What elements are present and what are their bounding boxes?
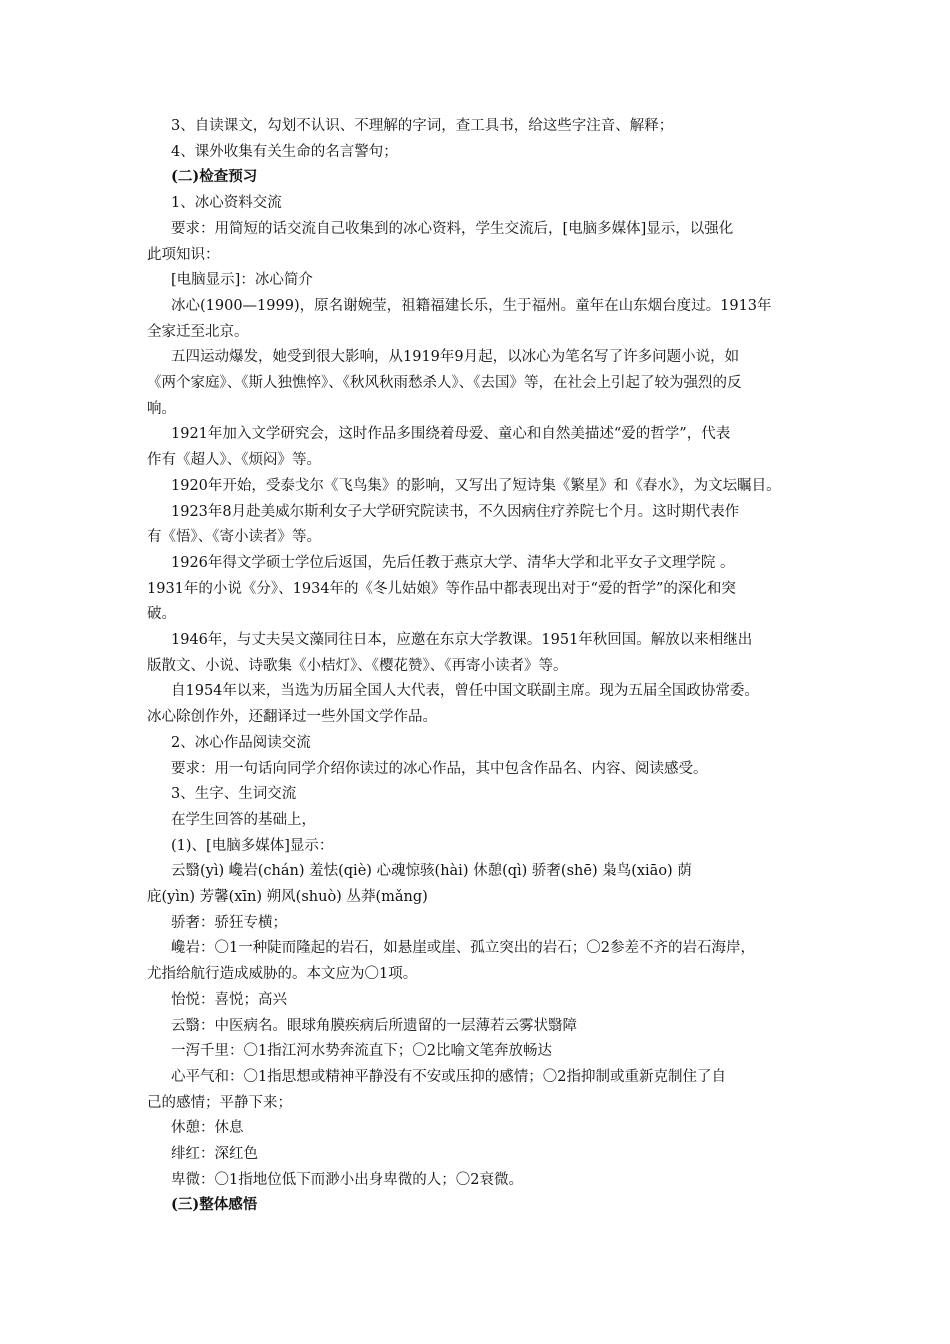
text-line: 庇(yìn) 芳馨(xīn) 朔风(shuò) 丛莽(mǎng) — [147, 889, 428, 905]
text-line: 自1954年以来，当选为历届全国人大代表，曾任中国文联副主席。现为五届全国政协常委。 — [171, 683, 759, 700]
text-line: 五四运动爆发，她受到很大影响，从1919年9月起，以冰心为笔名写了许多问题小说，如 — [171, 349, 740, 366]
text-line: 响。 — [147, 400, 176, 417]
text-line: 心平气和：〇1指思想或精神平静没有不安或压抑的感情；〇2指抑制或重新克制住了自 — [171, 1068, 726, 1085]
text-line: 1920年开始，受泰戈尔《飞鸟集》的影响，又写出了短诗集《繁星》和《春水》，为文坛瞩目。 — [171, 477, 781, 494]
section-heading: (二)检查预习 — [171, 168, 258, 186]
text-line: 云翳：中医病名。眼球角膜疾病后所遗留的一层薄若云雾状翳障 — [171, 1017, 577, 1034]
text-line: 3、自读课文，勾划不认识、不理解的字词，查工具书，给这些字注音、解释； — [171, 118, 674, 134]
text-line: 冰心除创作外，还翻译过一些外国文学作品。 — [147, 709, 437, 726]
text-line: 有《悟》、《寄小读者》等。 — [147, 529, 321, 546]
text-line: 巉岩：〇1一种陡而隆起的岩石，如悬崖或崖、孤立突出的岩石；〇2参差不齐的岩石海岸， — [171, 940, 755, 957]
text-line: 冰心(1900—1999)，原名谢婉莹，祖籍福建长乐，生于福州。童年在山东烟台度过。1913年 — [171, 297, 772, 314]
text-line: 2、冰心作品阅读交流 — [171, 734, 311, 751]
text-line: 骄奢：骄狂专横； — [171, 914, 287, 931]
text-line: 尤指给航行造成威胁的。本文应为〇1项。 — [147, 966, 418, 983]
text-line: 此项知识： — [147, 246, 220, 263]
text-line: 全家迁至北京。 — [147, 323, 249, 340]
text-line: 1946年，与丈夫吴文藻同往日本，应邀在东京大学教课。1951年秋回国。解放以来相继出 — [171, 632, 753, 648]
text-line: 云翳(yì) 巉岩(chán) 羞怯(qiè) 心魂惊骇(hài) 休憩(qì) 骄奢(shē) 枭鸟(xiāo) 荫 — [171, 863, 692, 880]
text-line: 绯红：深红色 — [171, 1146, 258, 1162]
text-line: 在学生回答的基础上， — [171, 811, 316, 828]
text-line: 要求：用简短的话交流自己收集到的冰心资料，学生交流后，[电脑多媒体]显示，以强化 — [171, 220, 734, 237]
text-line: 一泻千里：〇1指江河水势奔流直下；〇2比喻文笔奔放畅达 — [171, 1043, 552, 1060]
text-line: 1923年8月赴美威尔斯利女子大学研究院读书，不久因病住疗养院七个月。这时期代表作 — [171, 503, 740, 520]
text-line: 1、冰心资料交流 — [171, 195, 282, 212]
text-line: (1)、[电脑多媒体]显示： — [171, 837, 334, 854]
text-line: [电脑显示]：冰心简介 — [171, 272, 313, 289]
text-line: 3、生字、生词交流 — [171, 786, 297, 803]
text-line: 1921年加入文学研究会，这时作品多围绕着母爱、童心和自然美描述“爱的哲学”，代表 — [171, 426, 731, 443]
text-line: 怡悦：喜悦；高兴 — [171, 991, 287, 1008]
text-line: 1931年的小说《分》、1934年的《冬儿姑娘》等作品中都表现出对于“爱的哲学”的深化和突 — [147, 580, 736, 597]
text-line: 破。 — [147, 606, 176, 623]
text-line: 《两个家庭》、《斯人独憔悴》、《秋风秋雨愁杀人》、《去国》等，在社会上引起了较为强烈的反 — [147, 375, 742, 391]
text-line: 4、课外收集有关生命的名言警句； — [171, 143, 398, 160]
text-line: 作有《超人》、《烦闷》等。 — [147, 452, 321, 469]
text-line: 己的感情；平静下来； — [147, 1094, 292, 1111]
text-line: 休憩：休息 — [171, 1120, 244, 1137]
section-heading: (三)整体感悟 — [171, 1196, 258, 1214]
text-line: 版散文、小说、诗歌集《小桔灯》、《樱花赞》、《再寄小读者》等。 — [147, 657, 568, 674]
text-line: 1926年得文学硕士学位后返国，先后任教于燕京大学、清华大学和北平女子文理学院 。 — [171, 554, 735, 571]
text-line: 要求：用一句话向同学介绍你读过的冰心作品，其中包含作品名、内容、阅读感受。 — [171, 760, 708, 777]
text-line: 卑微：〇1指地位低下而渺小出身卑微的人；〇2衰微。 — [171, 1171, 523, 1188]
